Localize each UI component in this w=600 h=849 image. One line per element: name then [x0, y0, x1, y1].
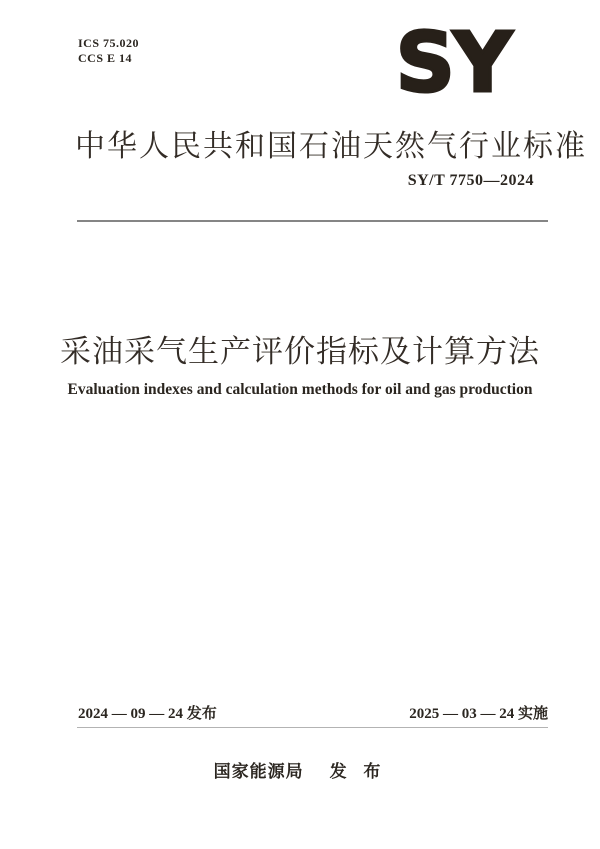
classification-codes	[78, 36, 139, 66]
header-divider-line	[77, 220, 548, 222]
ics-code: ICS 75.020	[78, 36, 140, 50]
document-title-chinese: 采油采气生产评价指标及计算方法	[60, 334, 540, 369]
implement-date-suffix: 实施	[517, 705, 548, 722]
standard-body-title: 中华人民共和国石油天然气行业标准	[75, 130, 587, 163]
implement-date	[409, 702, 548, 723]
sy-logo: SY	[395, 16, 511, 111]
ccs-code: CCS E 14	[78, 51, 133, 65]
issue-date-value: 2024 — 09 — 24	[78, 706, 187, 722]
issuer-line	[0, 757, 600, 782]
issue-date-suffix: 发布	[186, 705, 217, 722]
issuer-name: 国家能源局	[213, 762, 304, 781]
standard-number: SY/T 7750—2024	[407, 172, 534, 189]
document-title-english: Evaluation indexes and calculation methods for oil and gas production	[67, 381, 533, 398]
issue-date	[78, 702, 217, 723]
implement-date-value: 2025 — 03 — 24	[409, 706, 518, 722]
dates-row	[78, 702, 548, 723]
issue-label: 发 布	[329, 762, 387, 781]
footer-divider-line	[77, 727, 548, 728]
